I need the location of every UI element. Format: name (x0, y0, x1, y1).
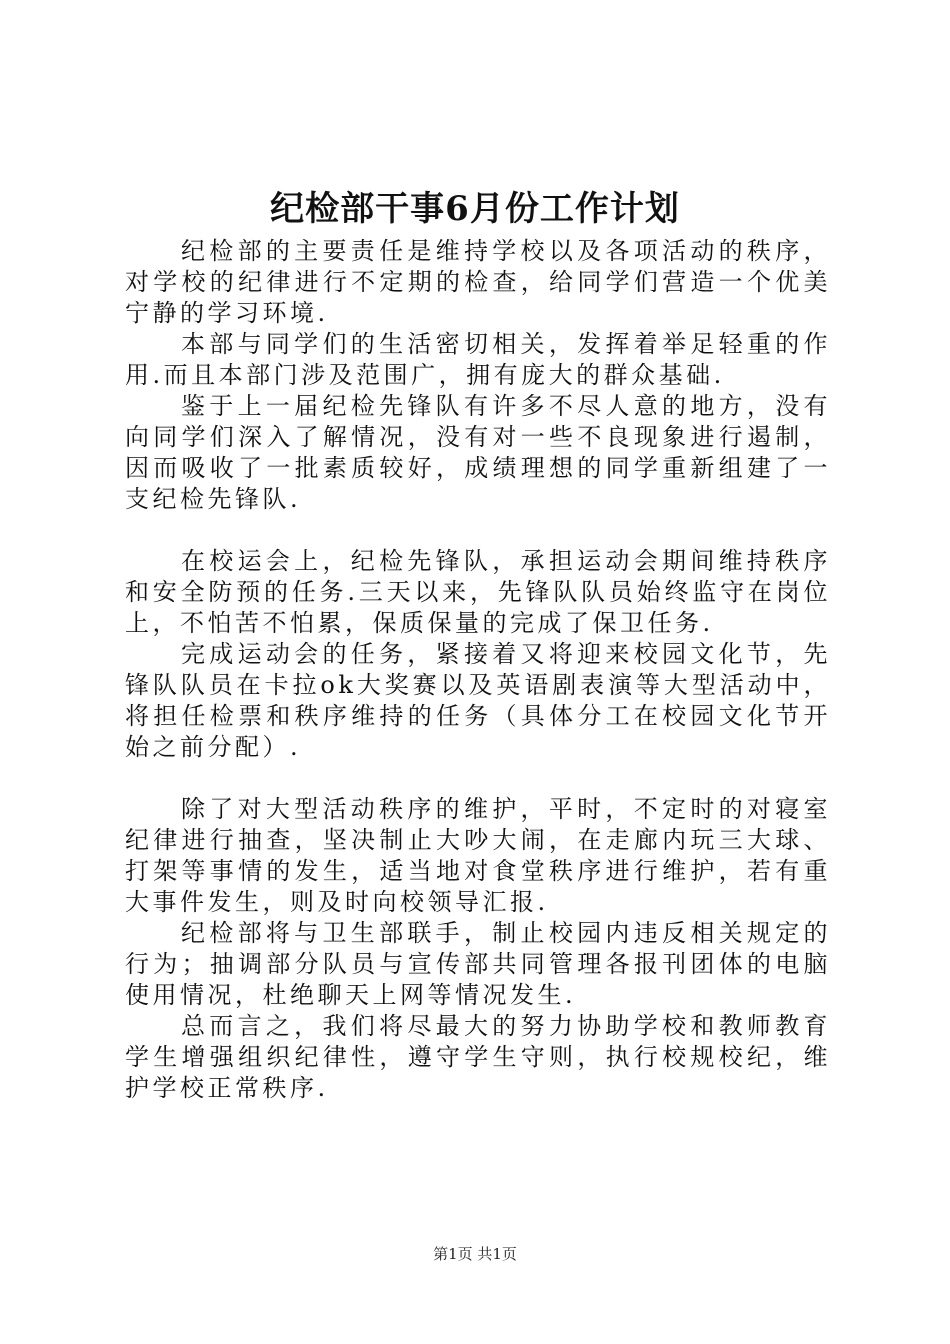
paragraph-8: 总而言之，我们将尽最大的努力协助学校和教师教育学生增强组织纪律性，遵守学生守则，执行校规校纪，维护学校正常秩序. (125, 1012, 831, 1102)
paragraph-2: 本部与同学们的生活密切相关，发挥着举足轻重的作用.而且本部门涉及范围广，拥有庞大的群众基础. (125, 330, 831, 389)
paragraph-6: 除了对大型活动秩序的维护，平时，不定时的对寝室纪律进行抽查，坚决制止大吵大闹，在走廊内玩三大球、打架等事情的发生，适当地对食堂秩序进行维护，若有重大事件发生，则及时向校领导汇报. (125, 795, 831, 916)
paragraph-5: 完成运动会的任务，紧接着又将迎来校园文化节，先锋队队员在卡拉ok大奖赛以及英语剧表演等大型活动中，将担任检票和秩序维持的任务（具体分工在校园文化节开始之前分配）. (125, 640, 831, 761)
paragraph-3: 鉴于上一届纪检先锋队有许多不尽人意的地方，没有向同学们深入了解情况，没有对一些不良现象进行遏制，因而吸收了一批素质较好，成绩理想的同学重新组建了一支纪检先锋队. (125, 392, 831, 513)
paragraph-1: 纪检部的主要责任是维持学校以及各项活动的秩序，对学校的纪律进行不定期的检查，给同学们营造一个优美宁静的学习环境. (125, 237, 831, 327)
document-body (125, 236, 831, 1104)
page-footer: 第1页 共1页 (433, 1245, 517, 1263)
paragraph-gap (125, 763, 831, 794)
paragraph-7: 纪检部将与卫生部联手，制止校园内违反相关规定的行为；抽调部分队员与宣传部共同管理各报刊团体的电脑使用情况，杜绝聊天上网等情况发生. (125, 919, 831, 1009)
document-title: 纪检部干事6月份工作计划 (270, 189, 680, 229)
paragraph-gap (125, 515, 831, 546)
paragraph-4: 在校运会上，纪检先锋队，承担运动会期间维持秩序和安全防预的任务.三天以来，先锋队队员始终监守在岗位上，不怕苦不怕累，保质保量的完成了保卫任务. (125, 547, 831, 637)
